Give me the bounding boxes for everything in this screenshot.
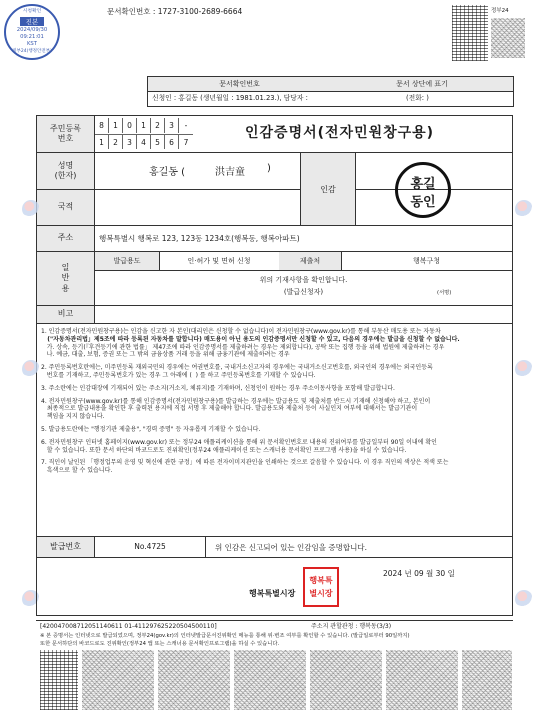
note-line: 흑색으로 할 수 있습니다. [41,467,113,475]
seal-area [300,153,513,226]
note-line: 2. 주민등록번호란에는, 미주민등록 재외국민의 경우에는 여권번호를, 국내거소신고자의 경우에는 국내거소신고번호를, 외국인의 경우에는 외국인등록 [41,364,433,372]
address-row [36,226,513,252]
issue-number: No.4725 [95,537,206,557]
notes-section [36,324,513,537]
certification-statement: 위 인감은 신고되어 있는 인감임을 증명합니다. [215,543,367,552]
barcode-block [40,650,78,710]
address-value: 행복특별시 행복로 123, 123동 1234호(행복동, 행복아파트) [99,234,300,243]
watermark-emblem [515,200,533,218]
general-use-label: 일 반 용 [37,252,95,305]
watermark-emblem [22,200,40,218]
document-check-number: 문서확인번호 : 1727-3100-2689-6664 [107,7,243,16]
note-line: ("자동차관리법」제5조에 따라 등록된 자동차를 말합니다) 매도용이 아닌 용도의 인감증명서만 신청할 수 있고, 다음의 경우에는 발급을 신청할 수 없습니다. [41,335,460,343]
footer-note: ※ 본 증명서는 인터넷으로 발급되었으며, 정부24(gov.kr)의 인터넷발급문서진위확인 메뉴를 통해 위·변조 여부를 확인할 수 있습니다. (발급일로부터 90일까지) [40,633,410,639]
note-line: 가. 상속, 등기(『후견등기에 관한 법률」 제47조에 따라 인감증명서를 제출하려는 경우는 제외합니다), 공탁 또는 집행 등을 위해 법원에 제출하려는 경우 [41,343,445,351]
note-line: 7. 직인이 날인된 「행정업무의 운영 및 혁신에 관한 규정」에 따른 전자이미지관인을 인쇄하는 것으로 갈음할 수 있습니다. 이 경우 직인의 색상은 적색 또는 [41,459,449,467]
barcode-block [386,650,458,710]
issuer-name: 행복특별시장 [249,589,296,598]
name-row: 성명 (한자) 홍길동 ( 洪吉童 ) [36,153,513,190]
barcode-block [310,650,382,710]
issue-number-label: 발급번호 [37,537,95,557]
rrn-row [36,115,513,153]
note-line: 책임을 지지 않습니다. [41,413,105,421]
stamp-label: 진본 [20,17,44,26]
note-line: 할 수 있습니다. 또한 문서 하단의 바코드로도 진위확인(정부24 애플리케이션 또는 스캐너용 문서확인 프로그램 사용)을 하실 수 있습니다. [41,446,407,454]
name-hangul: 홍길동 ( [149,167,186,178]
general-use-row: 일 반 용 발급용도 인·허가 및 면허 신청 제출처 행복구청 위의 기재사항을 확인합니다. (발급신청자) (서명) [36,252,513,306]
note-line: 최종적으로 발급내용을 확인한 후 출력된 용지에 직접 서명 후 제출해야 합니다. 발급용도와 제출처 등이 사실인지 여부에 대해서는 발급기관이 [41,405,418,413]
note-line: 5. 발급용도란에는 "행정기관 제출용", "경력 증명" 등 자유롭게 기재할 수 있습니다. [41,425,261,433]
seal-label: 인감 [300,153,356,225]
remarks-row [36,306,513,324]
footer-code: [420047008712051140611 01-411297625220504500110] [40,623,217,630]
watermark-emblem [515,590,533,608]
footer-note: 또한 문서하단의 바코드로도 진위확인(정부24 앱 또는 스캐너용 문서확인프로그램)을 하실 수 있습니다. [40,641,280,647]
phone-line: (전화: ) [406,94,429,102]
address-label: 주소 [37,226,95,251]
rrn-label: 주민등록 번호 [37,116,95,152]
personal-seal: 홍길 동인 [395,162,451,218]
issue-date: 2024 년 09 월 30 일 [383,569,455,578]
official-seal: 행복특 별시장 [303,567,339,607]
barcode-block [234,650,306,710]
barcode-block [82,650,154,710]
watermark-emblem [22,360,40,378]
note-line: 3. 주소란에는 인감대장에 기재되어 있는 주소지(거소지, 체류지)를 기재하며, 신청인이 원하는 경우 주소이동사항을 포함해 발급합니다. [41,384,395,392]
note-line: 1. 인감증명서(전자민원창구용)는 인감을 신고한 자 본인(대리인은 신청할 수 없습니다)이 전자민원창구(www.gov.kr)를 통해 부동산 매도용 또는 자동차 [41,328,441,335]
name-label: 성명 (한자) [37,153,95,189]
sign-mark: (서명) [437,290,452,296]
submit-value: 행복구청 [341,252,512,271]
purpose-value: 인·허가 및 면허 신청 [159,252,280,271]
security-pattern [491,18,525,58]
issuer-section [36,558,513,616]
applicant-sign: (발급신청자) [283,288,324,296]
request-header-table: 문서확인번호 문서 상단에 표기 신청인 : 홍길동 (생년월일 : 1981.01.23.), 담당자 : (전화: ) [147,76,514,107]
confirm-line: 위의 기재사항을 확인합니다. [259,276,348,284]
remarks-label: 비고 [37,306,95,323]
barcode-block [462,650,512,710]
rrn-digits: 8 1 0 1 2 3 - 1 2 3 4 5 6 7 [95,118,195,150]
barcode-block [158,650,230,710]
note-line: 번호를 기재하고, 주민등록번호가 있는 경우 그 아래에 ( ) 를 하고 주민등록번호를 기재할 수 있습니다. [41,371,316,379]
authenticity-stamp: 시청확인 진본 2024/09/30 09:21:01 KST 정부24(행정안전부) [4,4,60,60]
footer-jurisdiction: 주소지 관할관청 : 행복동(3/3) [311,623,392,630]
gov24-label: 정부24 [491,8,509,14]
applicant-line: 신청인 : 홍길동 (생년월일 : 1981.01.23.), 담당자 : [152,94,308,102]
footer [36,620,513,647]
note-line: 4. 전자민원창구(www.gov.kr)를 통해 인감증명서(전자민원창구용)를 발급하는 경우에는 발급용도 및 제출처를 반드시 기재해 신청해야 하고, 본인이 [41,397,431,405]
document-title: 인감증명서(전자민원창구용) [245,125,435,141]
nationality-label: 국적 [37,190,95,225]
issue-number-row [36,537,513,558]
note-line: 6. 전자민원창구 인터넷 홈페이지(www.gov.kr) 또는 정부24 애플리케이션을 통해 위 문서확인번호로 내용의 진위여부를 발급일부터 90일 이내에 확인 [41,438,437,446]
name-hanja: 洪吉童 [215,167,245,178]
watermark-emblem [515,360,533,378]
note-line: 나. 예금, 대출, 보험, 증권 또는 그 밖의 금융상품 거래 등을 위해 금융기관에 제출하려는 경우 [41,351,290,359]
qr-code [452,5,488,61]
